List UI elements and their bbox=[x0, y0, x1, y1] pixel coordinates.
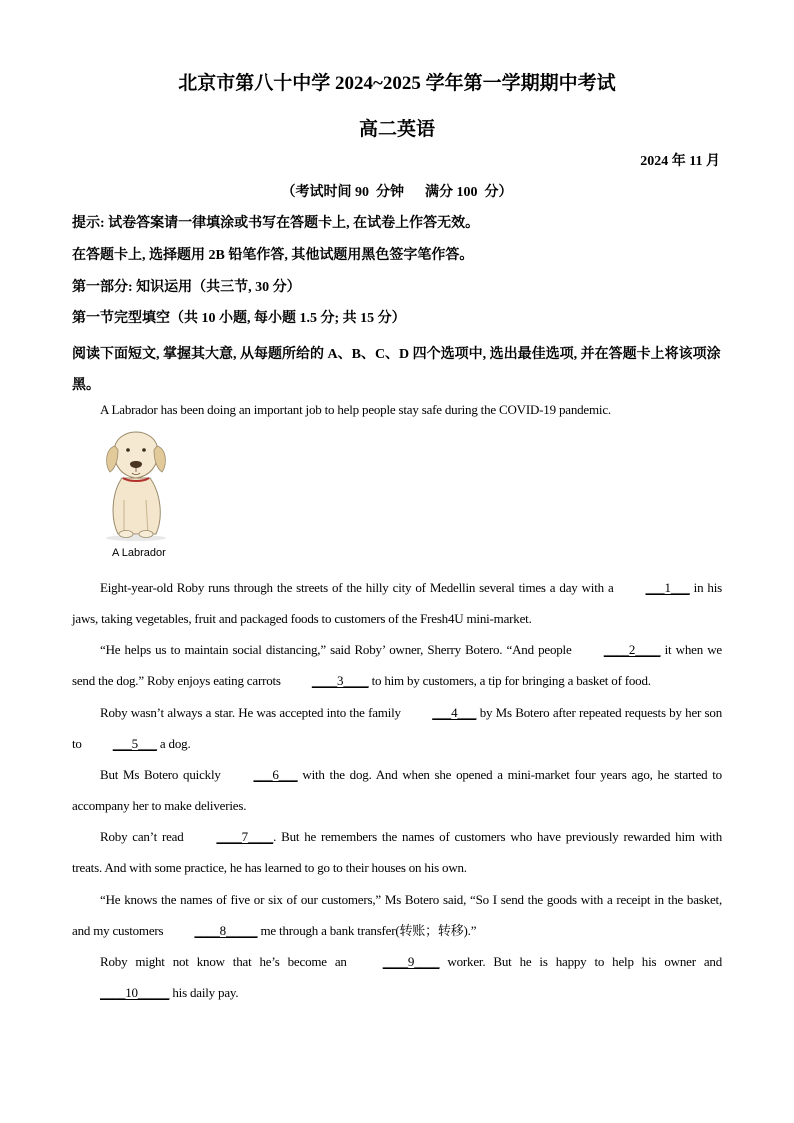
blank-1: ___1___ bbox=[645, 580, 690, 595]
paragraph-text: But Ms Botero quickly bbox=[100, 767, 226, 782]
instruction-line-2: 在答题卡上, 选择题用 2B 铅笔作答, 其他试题用黑色签字笔作答。 bbox=[72, 248, 474, 263]
paragraph-text: Eight-year-old Roby runs through the streets of the hilly city of Medellin several times a day with a bbox=[100, 580, 618, 595]
paragraph-text: it when we send the dog.” Roby enjoys eating carrots bbox=[72, 642, 722, 688]
exam-time-note: （考试时间 90 分钟 满分 100 分） bbox=[281, 185, 513, 200]
blank-5: ___5___ bbox=[112, 736, 157, 751]
labrador-image bbox=[96, 430, 174, 542]
paragraph-text: “He helps us to maintain social distancing,” said Roby’ owner, Sherry Botero. “And people bbox=[100, 642, 576, 657]
exam-title: 北京市第八十中学 2024~2025 学年第一学期期中考试 bbox=[178, 73, 616, 94]
paragraph-text: Roby wasn’t always a star. He was accepted into the family bbox=[100, 705, 405, 720]
blank-3: ____3____ bbox=[311, 673, 369, 688]
passage-paragraph-1 bbox=[72, 572, 722, 634]
paragraph-text: his daily pay. bbox=[169, 985, 239, 1000]
passage-paragraph-3 bbox=[72, 697, 722, 759]
paragraph-text: a dog. bbox=[156, 736, 191, 751]
part-heading: 第一部分: 知识运用（共三节, 30 分） bbox=[72, 280, 301, 295]
passage-paragraph-2 bbox=[72, 634, 722, 696]
exam-subject: 高二英语 bbox=[358, 119, 435, 140]
instruction-line-1: 提示: 试卷答案请一律填涂或书写在答题卡上, 在试卷上作答无效。 bbox=[72, 216, 480, 231]
exam-date: 2024 年 11 月 bbox=[640, 154, 720, 169]
paragraph-text: . But he remembers the names of customers who have previously rewarded him with treats. And with some practice, he has learned to go to their houses on his own. bbox=[72, 829, 723, 875]
blank-9: ____9____ bbox=[382, 954, 440, 969]
passage-intro: A Labrador has been doing an important job to help people stay safe during the COVID-19 pandemic. bbox=[100, 402, 611, 417]
blank-4: ___4___ bbox=[432, 705, 477, 720]
section-heading: 第一节完型填空（共 10 小题, 每小题 1.5 分; 共 15 分） bbox=[72, 311, 406, 326]
blank-10: ____10_____ bbox=[100, 985, 170, 1000]
paragraph-text: Roby can’t read bbox=[100, 829, 189, 844]
paragraph-text: to him by customers, a tip for bringing a basket of food. bbox=[368, 673, 651, 688]
paragraph-text: “He knows the names of five or six of our customers,” Ms Botero said, “So I send the goods with a receipt in the basket, and my customers bbox=[72, 892, 722, 938]
paragraph-text: with the dog. And when she opened a mini-market four years ago, he started to accompany her to make deliveries. bbox=[72, 767, 722, 813]
passage-paragraph-4 bbox=[72, 759, 722, 821]
blank-7: ____7____ bbox=[216, 829, 274, 844]
image-caption: A Labrador bbox=[112, 547, 166, 559]
passage-paragraph-7 bbox=[72, 946, 722, 1008]
paragraph-text: by Ms Botero after repeated requests by her son to bbox=[72, 705, 722, 751]
blank-8: ____8_____ bbox=[194, 923, 258, 938]
paragraph-text: Roby might not know that he’s become an bbox=[100, 954, 355, 969]
paragraph-text: worker. But he is happy to help his owner and bbox=[439, 954, 722, 969]
passage-paragraph-5 bbox=[72, 821, 722, 883]
blank-6: ___6___ bbox=[253, 767, 298, 782]
paragraph-text: me through a bank transfer(转账；转移).” bbox=[257, 923, 477, 938]
blank-2: ____2____ bbox=[603, 642, 661, 657]
paragraph-text: in his jaws, taking vegetables, fruit and packaged foods to customers of the Fresh4U mini-market. bbox=[72, 580, 722, 626]
section-directions: 阅读下面短文, 掌握其大意, 从每题所给的 A、B、C、D 四个选项中, 选出最佳选项, 并在答题卡上将该项涂黑。 bbox=[72, 347, 721, 393]
passage-paragraph-6 bbox=[72, 884, 722, 946]
